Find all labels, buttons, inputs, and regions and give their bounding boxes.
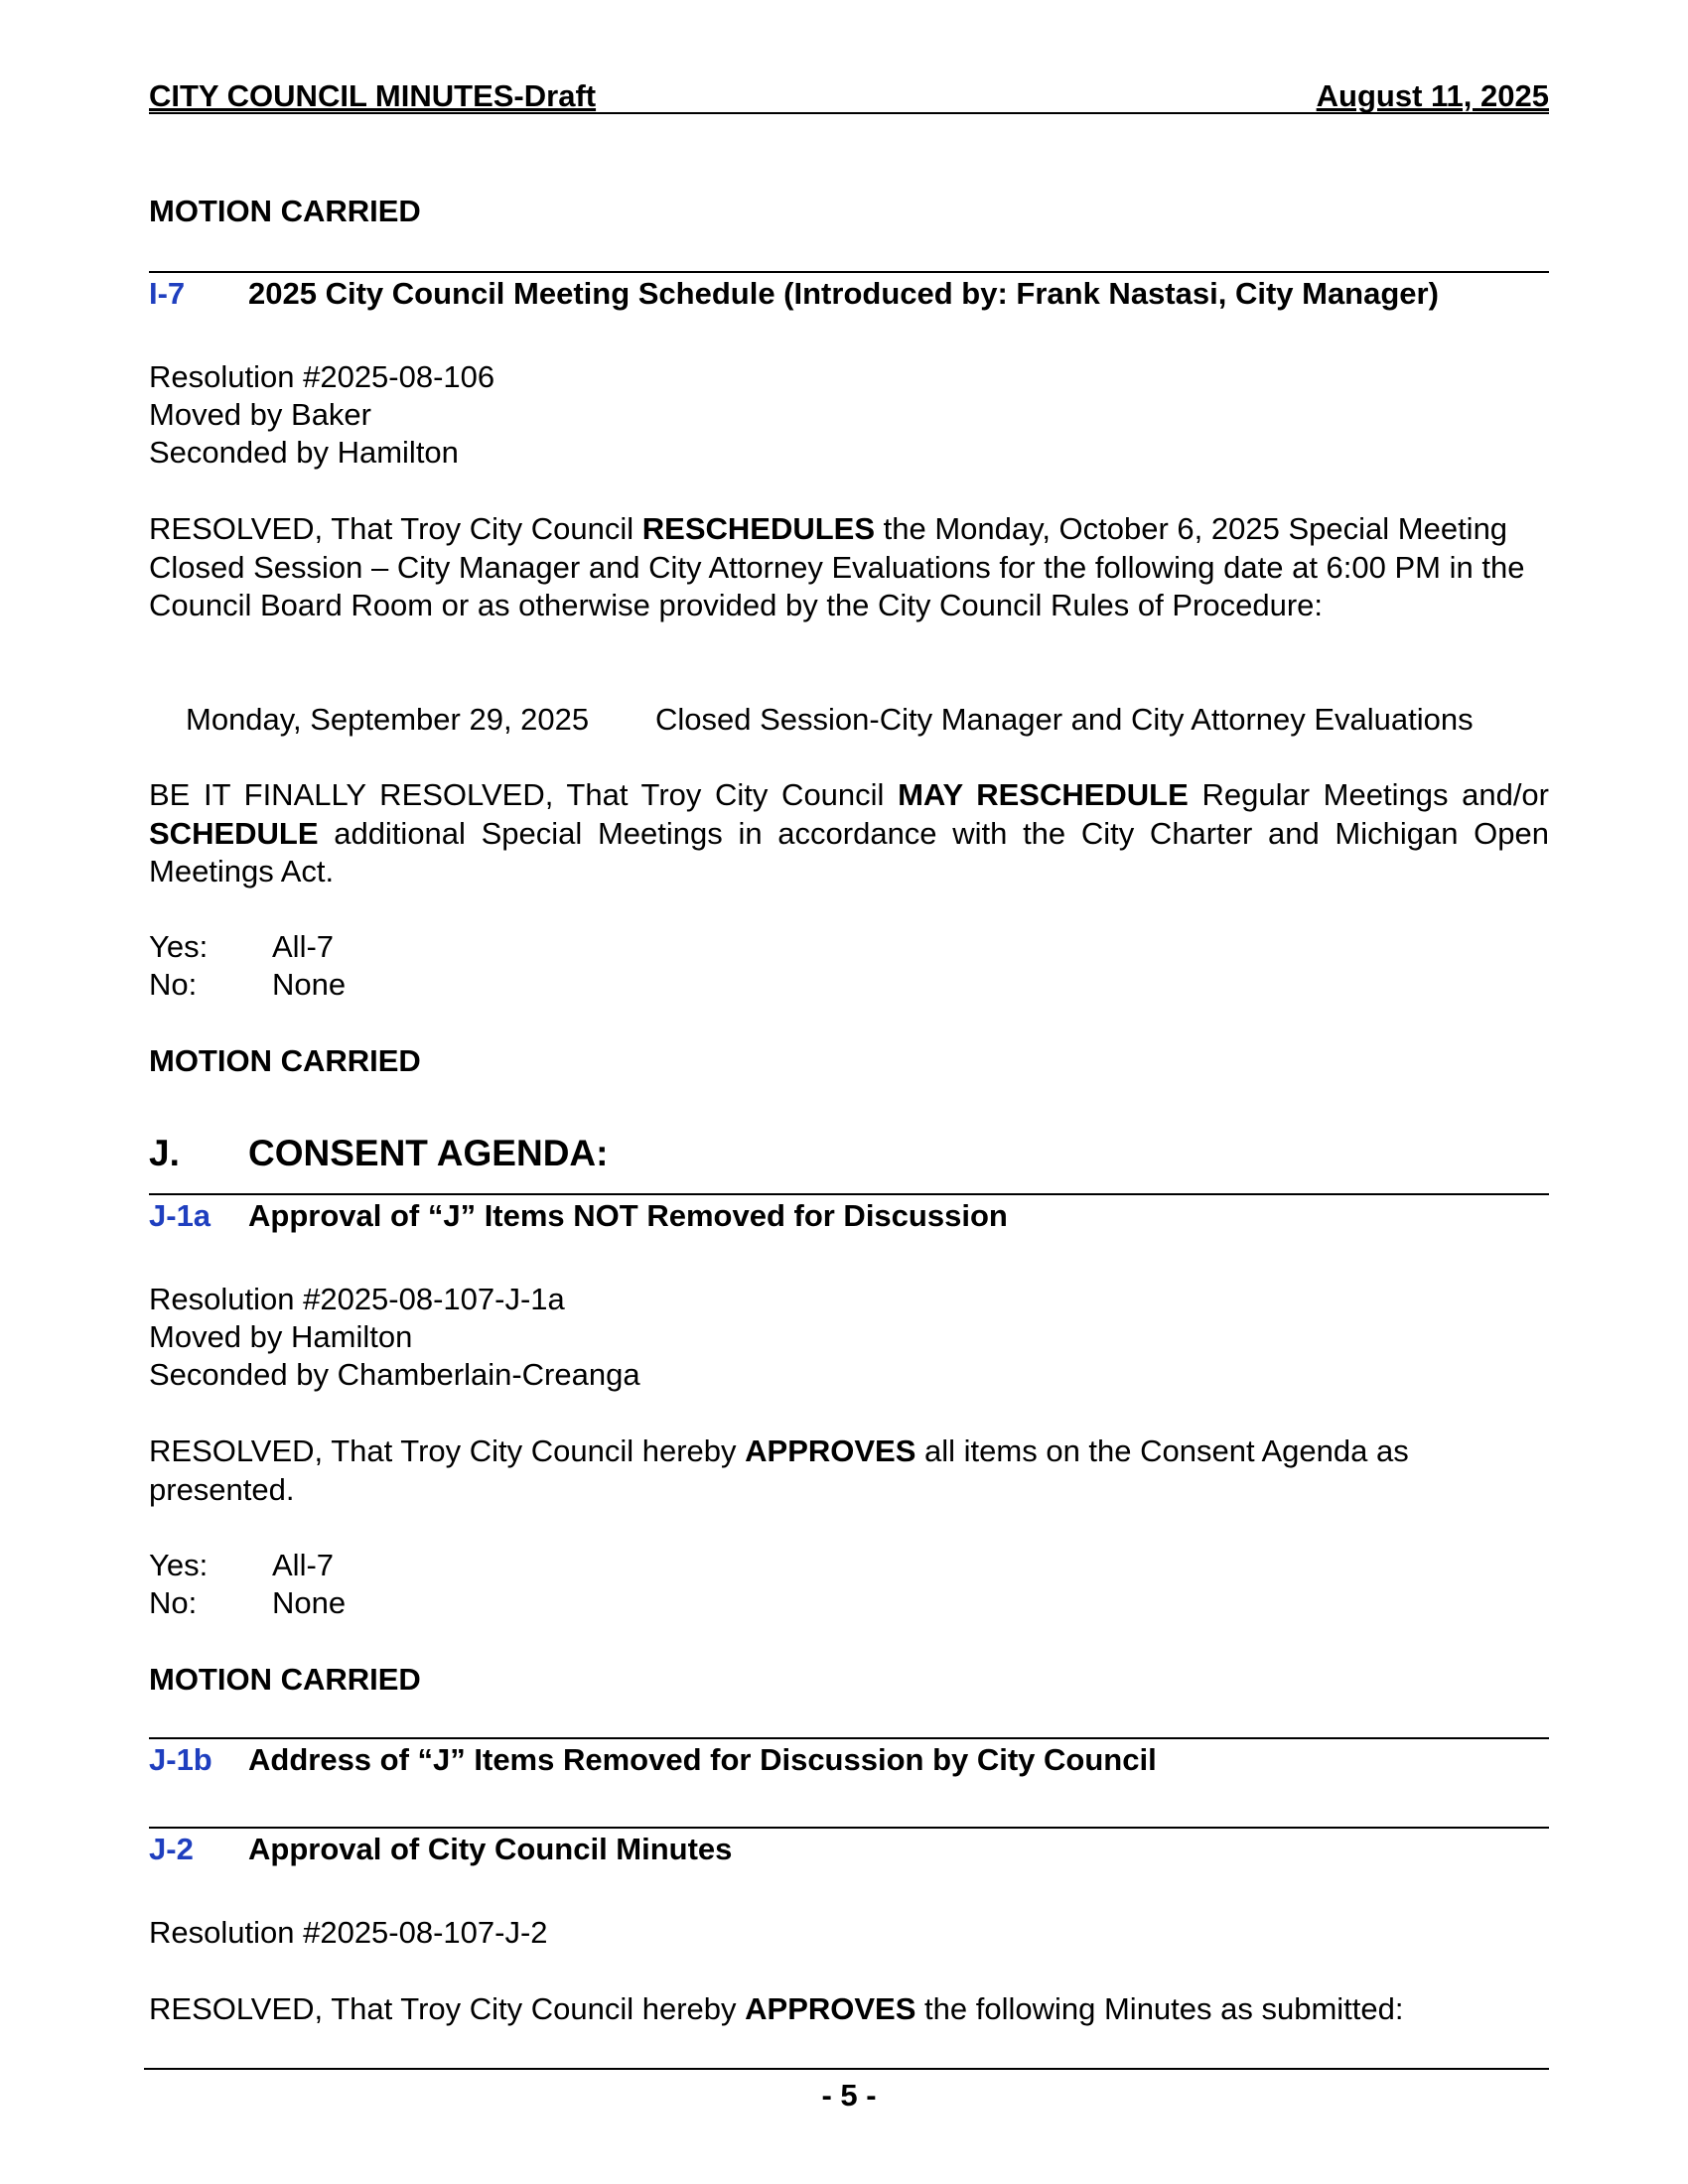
resolution-text-j1a: RESOLVED, That Troy City Council hereby APPROVES all items on the Consent Agenda as presented.	[149, 1433, 1409, 1507]
item-rule-j1a	[149, 1193, 1549, 1195]
item-title-j2: Approval of City Council Minutes	[248, 1832, 733, 1866]
vote-no-j1a: No: None	[149, 1585, 347, 1620]
motion-carried-top: MOTION CARRIED	[149, 194, 421, 228]
item-rule-j1b	[149, 1737, 1549, 1739]
motion-carried-i7: MOTION CARRIED	[149, 1043, 421, 1078]
schedule-date: Monday, September 29, 2025	[186, 702, 590, 737]
motion-carried-j1a: MOTION CARRIED	[149, 1662, 421, 1697]
item-heading-j1a	[149, 1197, 1008, 1235]
vote-yes-j1a: Yes: All-7	[149, 1548, 335, 1582]
vote-yes-i7: Yes: All-7	[149, 929, 335, 964]
resolution-number-i7: Resolution #2025-08-106	[149, 359, 495, 394]
schedule-description: Closed Session-City Manager and City Attorney Evaluations	[655, 702, 1474, 737]
resolution-number-j2: Resolution #2025-08-107-J-2	[149, 1915, 548, 1950]
item-rule-j2	[149, 1827, 1549, 1829]
document-title: CITY COUNCIL MINUTES-Draft	[149, 78, 597, 113]
moved-by-j1a: Moved by Hamilton	[149, 1319, 413, 1354]
item-number-j1a: J-1a	[149, 1198, 211, 1233]
item-title-i7: 2025 City Council Meeting Schedule (Introduced by: Frank Nastasi, City Manager)	[248, 276, 1439, 311]
item-heading-j1b	[149, 1741, 1157, 1779]
resolution-text-j2: RESOLVED, That Troy City Council hereby APPROVES the following Minutes as submitted:	[149, 1991, 1404, 2026]
resolution-number-j1a: Resolution #2025-08-107-J-1a	[149, 1282, 565, 1316]
minutes-page	[149, 0, 1549, 2184]
item-heading-j2	[149, 1831, 732, 1868]
section-heading-j: J. CONSENT AGENDA:	[149, 1133, 609, 1173]
page-number: - 5 -	[821, 2078, 877, 2113]
moved-by-i7: Moved by Baker	[149, 397, 371, 432]
item-number-i7: I-7	[149, 276, 186, 311]
resolution-text-i7: RESOLVED, That Troy City Council RESCHEDULES the Monday, October 6, 2025 Special Meeting Closed Session – City Manager and City Attorney Evaluations for the following date at 6:00 PM in the Council Board Room or as otherwise provided by the City Council Rules of Procedure:	[149, 511, 1525, 622]
footer-rule	[144, 2068, 1549, 2070]
seconded-by-i7: Seconded by Hamilton	[149, 435, 459, 470]
seconded-by-j1a: Seconded by Chamberlain-Creanga	[149, 1357, 640, 1392]
final-resolution-text-i7: BE IT FINALLY RESOLVED, That Troy City Council MAY RESCHEDULE Regular Meetings and/or SCHEDULE additional Special Meetings in accordance with the City Charter and Michigan Open Meetings Act.	[149, 777, 1549, 888]
header-rule	[149, 112, 1549, 114]
item-number-j2: J-2	[149, 1832, 194, 1866]
item-number-j1b: J-1b	[149, 1742, 212, 1777]
item-title-j1a: Approval of “J” Items NOT Removed for Discussion	[248, 1198, 1008, 1233]
document-date: August 11, 2025	[1316, 78, 1549, 113]
item-title-j1b: Address of “J” Items Removed for Discussion by City Council	[248, 1742, 1157, 1777]
item-rule-i7	[149, 271, 1549, 273]
vote-no-i7: No: None	[149, 967, 347, 1002]
item-heading-i7	[149, 275, 1439, 313]
